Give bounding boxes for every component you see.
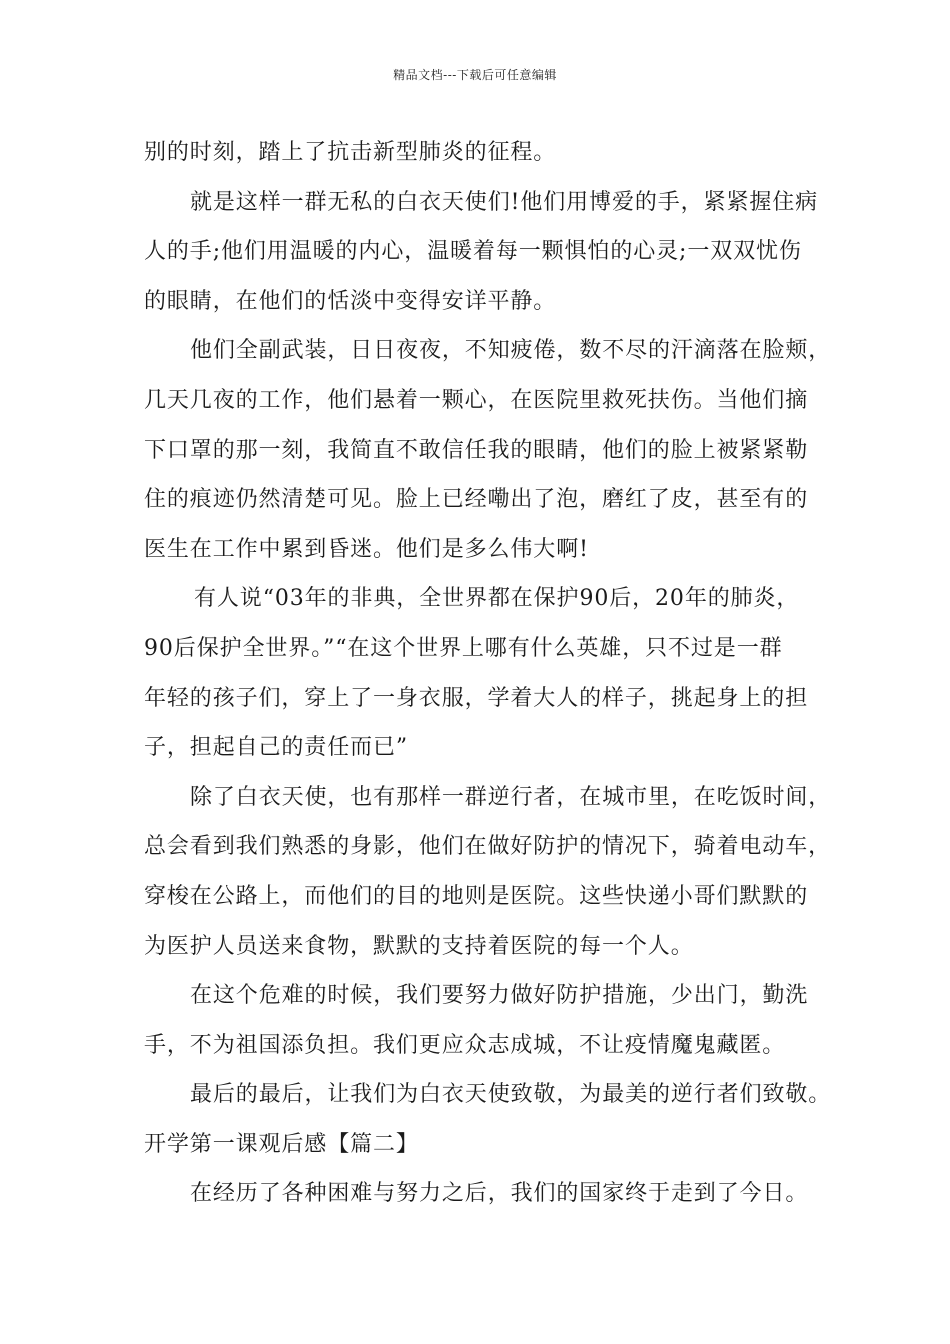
text-line: 住的痕迹仍然清楚可见。脸上已经嘞出了泡，磨红了皮，甚至有的	[144, 487, 809, 513]
text-line: 总会看到我们熟悉的身影，他们在做好防护的情况下，骑着电动车，	[144, 834, 832, 860]
text-line: 子，担起自己的责任而已”	[144, 735, 409, 761]
text-line: 有人说“03年的非典，全世界都在保护90后，20年的肺炎，	[194, 586, 800, 612]
text-line: 90后保护全世界。”“在这个世界上哪有什么英雄，只不过是一群	[144, 635, 783, 661]
text-line: 在这个危难的时候，我们要努力做好防护措施，少出门，勤洗	[190, 983, 809, 1009]
text-line: 手，不为祖国添负担。我们更应众志成城，不让疫情魔鬼藏匿。	[144, 1032, 786, 1058]
text-line: 穿梭在公路上，而他们的目的地则是医院。这些快递小哥们默默的	[144, 883, 809, 909]
document-body	[144, 128, 832, 1219]
text-line: 的眼睛，在他们的恬淡中变得安详平静。	[144, 288, 557, 314]
text-line: 为医护人员送来食物，默默的支持着医院的每一个人。	[144, 933, 694, 959]
text-line: 下口罩的那一刻，我简直不敢信任我的眼睛，他们的脸上被紧紧勒	[144, 437, 809, 463]
text-line: 人的手;他们用温暖的内心，温暖着每一颗惧怕的心灵;一双双忧伤	[144, 239, 802, 265]
text-line: 他们全副武装，日日夜夜，不知疲倦，数不尽的汗滴落在脸颊，	[190, 338, 832, 364]
page-header: 精品文档---下载后可任意编辑	[393, 68, 557, 82]
text-line: 别的时刻，踏上了抗击新型肺炎的征程。	[144, 140, 557, 165]
text-line: 最后的最后，让我们为白衣天使致敬，为最美的逆行者们致敬。	[190, 1082, 832, 1108]
text-line: 几天几夜的工作，他们悬着一颗心，在医院里救死扶伤。当他们摘	[144, 387, 809, 413]
text-line: 年轻的孩子们，穿上了一身衣服，学着大人的样子，挑起身上的担	[144, 685, 809, 711]
text-line: 在经历了各种困难与努力之后，我们的国家终于走到了今日。	[190, 1181, 809, 1207]
section-heading: 开学第一课观后感【篇二】	[144, 1131, 419, 1157]
text-line: 就是这样一群无私的白衣天使们!他们用博爱的手，紧紧握住病	[190, 189, 819, 215]
text-line: 医生在工作中累到昏迷。他们是多么伟大啊!	[144, 536, 589, 562]
text-line: 除了白衣天使，也有那样一群逆行者，在城市里，在吃饭时间，	[190, 784, 832, 810]
